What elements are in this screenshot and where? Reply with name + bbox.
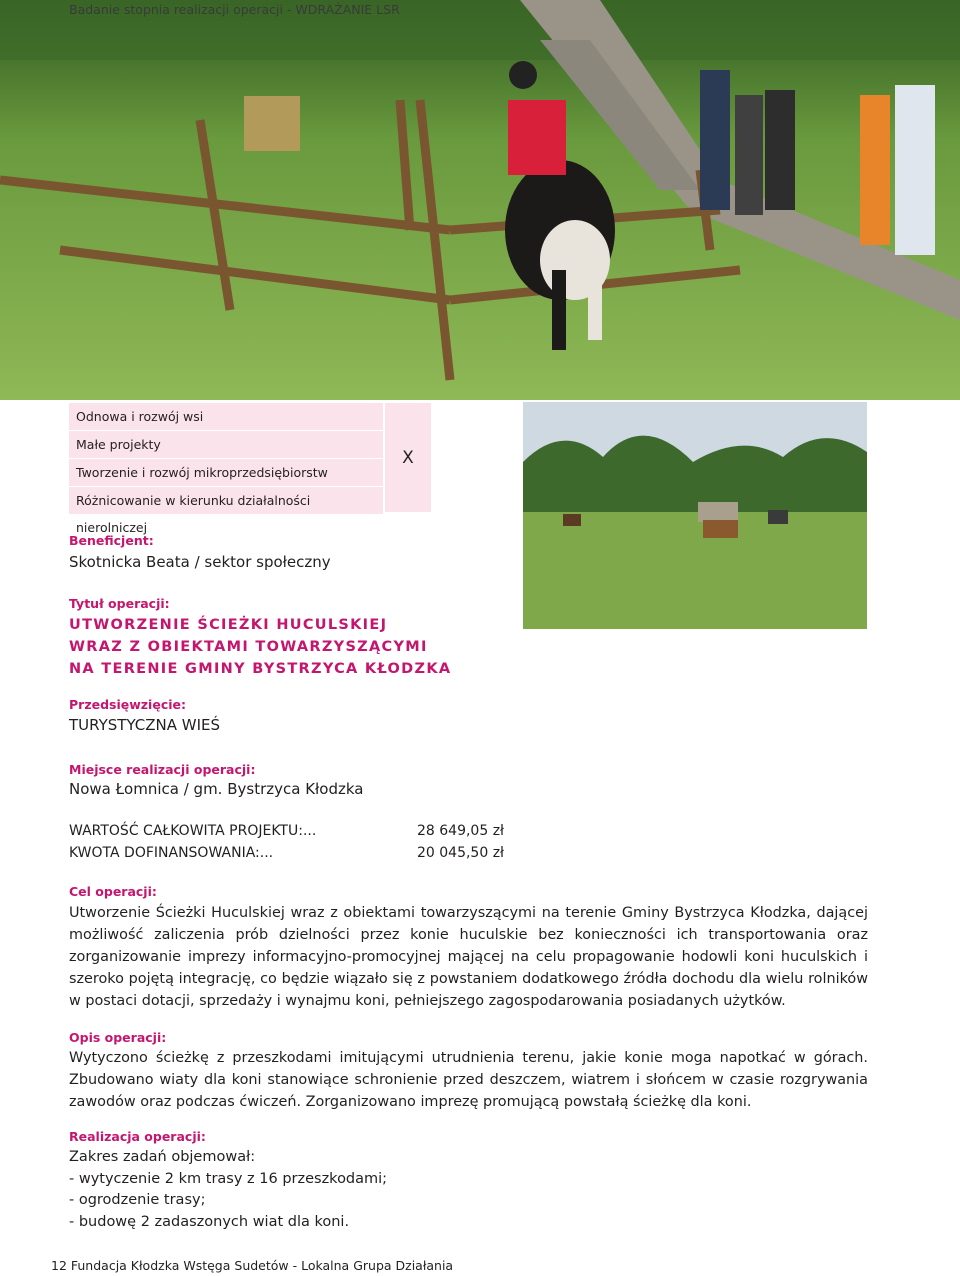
- running-header: Badanie stopnia realizacji operacji - WDRAŻANIE LSR: [69, 2, 400, 17]
- beneficjent-label: Beneficjent:: [69, 533, 154, 548]
- przedsiewziecie-value: TURYSTYCZNA WIEŚ: [69, 716, 221, 734]
- category-row: [69, 403, 431, 430]
- cel-text: Utworzenie Ścieżki Huculskiej wraz z obiektami towarzyszącymi na terenie Gminy Bystrzyca Kłodzka, dającej możliwość zaliczenia prób dzielności przez konie huculskie bez konieczności ich transportowania oraz zorganizowanie imprezy informacyjno-promocyjnej mającej na celu propagowanie hodowli koni huculskich i szeroko pojętą integrację, co będzie wiązało się z powstaniem dodatkowego źródła dochodu dla wielu rolników w postaci dotacji, sprzedaży i wynajmu koni, pełniejszego zagospodarowania posiadanych użytków.: [69, 905, 868, 1009]
- opis-label: Opis operacji:: [69, 1030, 167, 1045]
- list-item: - ogrodzenie trasy;: [69, 1192, 206, 1208]
- total-value-label: WARTOŚĆ CAŁKOWITA PROJEKTU:...: [69, 823, 317, 839]
- category-row: [69, 431, 431, 458]
- page-footer: 12 Fundacja Kłodzka Wstęga Sudetów - Lokalna Grupa Działania: [51, 1258, 454, 1273]
- category-label: Różnicowanie w kierunku działalności nierolniczej: [69, 487, 383, 514]
- realizacja-list: [69, 1147, 387, 1233]
- category-table: [69, 403, 431, 535]
- grant-amount: 20 045,50 zł: [417, 845, 505, 861]
- category-mark-cell: [385, 403, 431, 512]
- category-label: Małe projekty: [69, 431, 383, 458]
- beneficjent-value: Skotnicka Beata / sektor społeczny: [69, 553, 331, 571]
- photo-horse-rider: [0, 0, 960, 400]
- grant-label: KWOTA DOFINANSOWANIA:...: [69, 845, 274, 861]
- photo-horses-field: [523, 402, 867, 629]
- title-line: UTWORZENIE ŚCIEŻKI HUCULSKIEJ: [69, 617, 388, 633]
- przedsiewziecie-label: Przedsięwzięcie:: [69, 697, 186, 712]
- list-item: - budowę 2 zadaszonych wiat dla koni.: [69, 1213, 350, 1230]
- list-item: Zakres zadań objemował:: [69, 1149, 256, 1165]
- title-line: WRAZ Z OBIEKTAMI TOWARZYSZĄCYMI: [69, 639, 428, 655]
- category-label: Odnowa i rozwój wsi: [69, 403, 383, 430]
- list-item: - wytyczenie 2 km trasy z 16 przeszkodami;: [69, 1170, 388, 1187]
- cel-label: Cel operacji:: [69, 884, 157, 899]
- opis-text: Wytyczono ścieżkę z przeszkodami imitującymi utrudnienia terenu, jakie konie moga napotkać w górach. Zbudowano wiaty dla koni stanowiące schronienie przed deszczem, wiatrem i słońcem w czasie rozgrywania zawodów oraz podczas ćwiczeń. Zorganizowano imprezę promującą powstałą ścieżkę dla koni.: [69, 1050, 868, 1110]
- miejsce-label: Miejsce realizacji operacji:: [69, 762, 256, 777]
- operation-title: [69, 614, 451, 680]
- category-mark: X: [402, 447, 414, 468]
- realizacja-label: Realizacja operacji:: [69, 1129, 206, 1144]
- total-value-amount: 28 649,05 zł: [417, 823, 505, 839]
- category-row: [69, 487, 431, 535]
- miejsce-value: Nowa Łomnica / gm. Bystrzyca Kłodzka: [69, 780, 364, 798]
- category-row: [69, 459, 431, 486]
- title-line: NA TERENIE GMINY BYSTRZYCA KŁODZKA: [69, 661, 452, 677]
- tytul-label: Tytuł operacji:: [69, 596, 170, 611]
- category-label: Tworzenie i rozwój mikroprzedsiębiorstw: [69, 459, 383, 486]
